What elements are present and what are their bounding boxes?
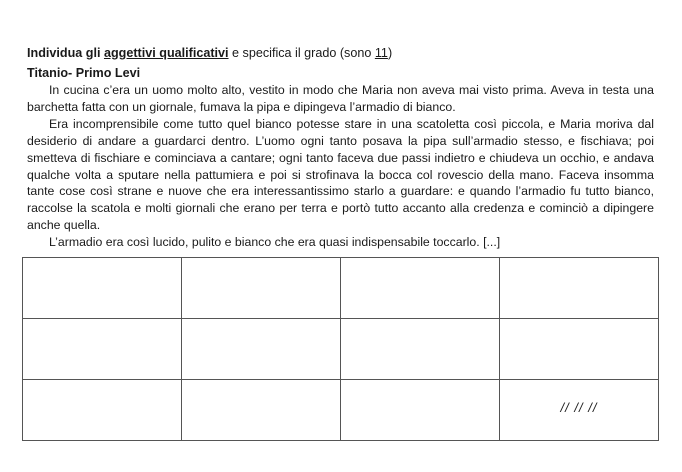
- answer-cell[interactable]: [182, 258, 341, 319]
- answer-cell[interactable]: [341, 380, 500, 441]
- exercise-instruction: [27, 45, 392, 61]
- answer-cell[interactable]: [500, 380, 659, 441]
- answer-cell[interactable]: [23, 258, 182, 319]
- instruction-underlined: aggettivi qualificativi: [103, 46, 229, 60]
- answer-cell[interactable]: [341, 319, 500, 380]
- table-row: [23, 380, 659, 441]
- paragraph: L’armadio era così lucido, pulito e bianco che era quasi indispensabile toccarlo. [...]: [49, 235, 501, 250]
- passage-title: Titanio- Primo Levi: [27, 66, 141, 80]
- answer-cell[interactable]: [341, 258, 500, 319]
- instruction-close: ): [387, 46, 393, 60]
- instruction-count: 11: [374, 46, 388, 60]
- answer-cell[interactable]: [500, 319, 659, 380]
- instruction-lead: Individua gli: [27, 46, 104, 60]
- answer-cell[interactable]: [23, 319, 182, 380]
- passage-text: [27, 82, 654, 251]
- answer-cell[interactable]: [23, 380, 182, 441]
- answer-cell[interactable]: [182, 319, 341, 380]
- table-row: [23, 258, 659, 319]
- answer-cell[interactable]: [182, 380, 341, 441]
- paragraph: In cucina c’era un uomo molto alto, vestito in modo che Maria non aveva mai visto prima. Aveva in testa una barchetta fatta con un giornale, fumava la pipa e dipingeva l’armadio di bianco.: [27, 83, 654, 114]
- answer-table: [22, 257, 659, 441]
- instruction-rest: e specifica il grado (sono: [228, 46, 375, 60]
- answer-cell[interactable]: [500, 258, 659, 319]
- table-row: [23, 319, 659, 380]
- handwritten-marks: // // //: [560, 399, 598, 415]
- paragraph: Era incomprensibile come tutto quel bianco potesse stare in una scatoletta così piccola, e Maria moriva dal desiderio di andare a guardarci dentro. L’uomo ogni tanto posava la pipa sull’armadio stesso, e fischiava; poi smetteva di fischiare e cominciava a cantare; ogni tanto faceva due passi indietro e chiudeva un occhio, e andava qualche volta a sputare nella pattumiera e poi si strofinava la bocca col rovescio della mano. Faceva insomma tante cose così strane e nuove che era interessantissimo starlo a guardare: e quando l’armadio fu tutto bianco, raccolse la scatola e molti giornali che erano per terra e portò tutto accanto alla credenza e cominciò a dipingere anche quella.: [27, 116, 654, 233]
